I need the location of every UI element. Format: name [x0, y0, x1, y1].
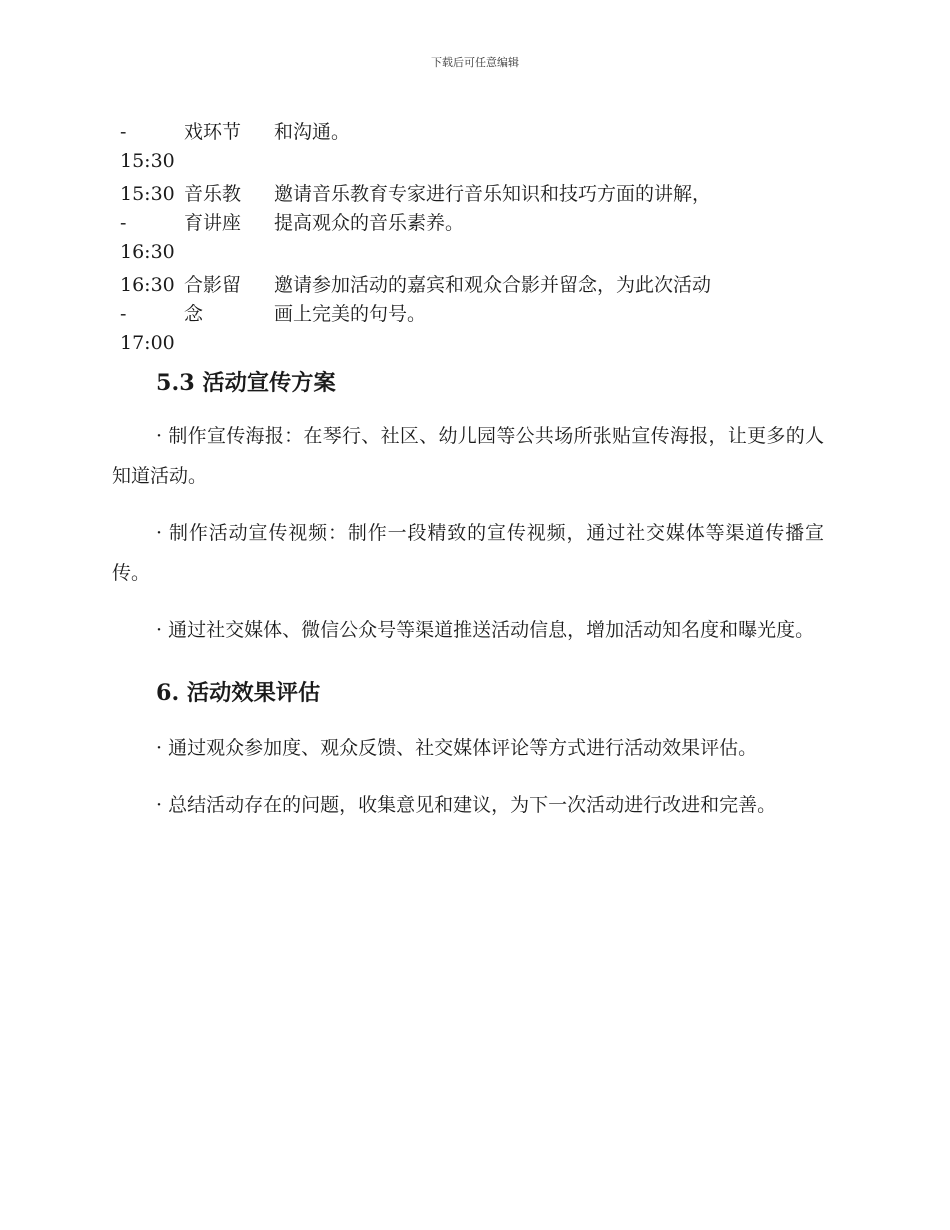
schedule-description: 邀请音乐教育专家进行音乐知识和技巧方面的讲解， 提高观众的音乐素养。	[274, 183, 712, 234]
bullet-paragraph: · 制作活动宣传视频：制作一段精致的宣传视频，通过社交媒体等渠道传播宣传。	[112, 522, 824, 584]
section-heading-6: 6. 活动效果评估	[156, 680, 321, 706]
document-body	[112, 368, 824, 825]
schedule-time: 15:30 - 16:30	[120, 183, 175, 263]
schedule-row	[120, 180, 820, 267]
schedule-time: - 15:30	[120, 121, 175, 172]
bullet-paragraph: · 制作宣传海报：在琴行、社区、幼儿园等公共场所张贴宣传海报，让更多的人知道活动。	[112, 425, 824, 487]
schedule-activity: 戏环节	[184, 121, 242, 143]
schedule-activity: 音乐教 育讲座	[184, 183, 242, 234]
schedule-row	[120, 118, 820, 176]
schedule-time: 16:30 - 17:00	[120, 274, 175, 354]
schedule-table	[120, 118, 820, 362]
bullet-paragraph: · 总结活动存在的问题，收集意见和建议，为下一次活动进行改进和完善。	[156, 794, 777, 816]
bullet-paragraph: · 通过观众参加度、观众反馈、社交媒体评论等方式进行活动效果评估。	[156, 737, 758, 759]
schedule-activity: 合影留 念	[184, 274, 242, 325]
schedule-description: 和沟通。	[274, 121, 351, 143]
page-header: 下载后可任意编辑	[431, 56, 519, 69]
bullet-paragraph: · 通过社交媒体、微信公众号等渠道推送活动信息，增加活动知名度和曝光度。	[156, 619, 815, 641]
schedule-row	[120, 271, 820, 358]
schedule-description: 邀请参加活动的嘉宾和观众合影并留念，为此次活动 画上完美的句号。	[274, 274, 712, 325]
section-heading-5-3: 5.3 活动宣传方案	[156, 370, 336, 396]
